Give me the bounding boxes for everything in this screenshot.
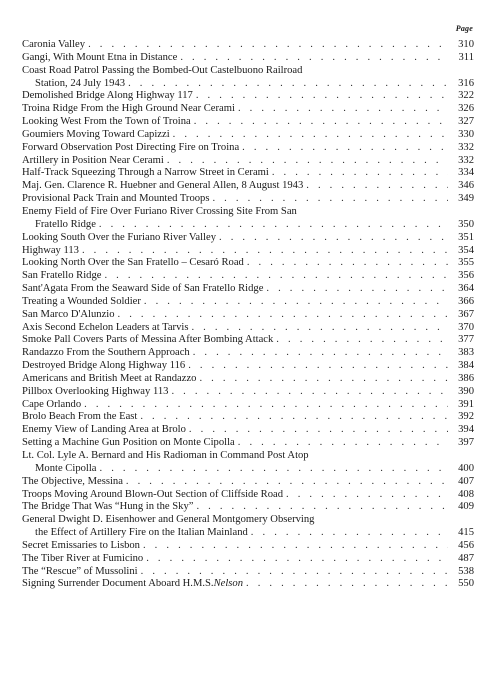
entry-title: Caronia Valley bbox=[22, 39, 86, 50]
entry-title: Forward Observation Post Directing Fire on Troina bbox=[22, 141, 240, 153]
list-item bbox=[22, 540, 474, 553]
entry-line bbox=[22, 142, 474, 155]
page-number: 351 bbox=[458, 231, 474, 243]
entry-title: Cape Orlando bbox=[22, 398, 82, 410]
list-item bbox=[22, 578, 474, 591]
dot-leader bbox=[146, 553, 448, 566]
entry-title: Gangi, With Mount Etna in Distance bbox=[22, 51, 178, 63]
list-item bbox=[22, 180, 474, 193]
dot-leader bbox=[266, 283, 448, 296]
entry-line bbox=[22, 553, 474, 566]
entry-line bbox=[22, 206, 474, 219]
dot-leader bbox=[276, 334, 448, 347]
page-number: 330 bbox=[458, 128, 474, 140]
page-number: 311 bbox=[458, 51, 474, 63]
dot-leader bbox=[99, 219, 448, 232]
list-item bbox=[22, 232, 474, 245]
entry-line bbox=[22, 360, 474, 373]
page-number: 334 bbox=[458, 167, 474, 179]
entry-title: Enemy View of Landing Area at Brolo bbox=[22, 424, 186, 436]
illustration-list bbox=[22, 39, 474, 591]
entry-line bbox=[22, 232, 474, 245]
entry-line bbox=[22, 450, 474, 463]
entry-line-continued bbox=[22, 527, 474, 540]
list-item bbox=[22, 450, 474, 476]
entry-title: The Tiber River at Fumicino bbox=[22, 552, 144, 564]
entry-title: Pillbox Overlooking Highway 113 bbox=[22, 385, 169, 397]
entry-line bbox=[22, 283, 474, 296]
entry-line bbox=[22, 245, 474, 258]
entry-line bbox=[22, 180, 474, 193]
list-item bbox=[22, 411, 474, 424]
entry-title: Troops Moving Around Blown-Out Section of Cliffside Road bbox=[22, 488, 284, 500]
page-number: 538 bbox=[458, 565, 474, 577]
list-item bbox=[22, 334, 474, 347]
page-number: 310 bbox=[458, 39, 474, 50]
entry-title: Axis Second Echelon Leaders at Tarvis bbox=[22, 321, 189, 333]
list-item bbox=[22, 167, 474, 180]
list-item bbox=[22, 65, 474, 91]
entry-line bbox=[22, 566, 474, 579]
entry-line bbox=[22, 309, 474, 322]
dot-leader bbox=[126, 476, 448, 489]
dot-leader bbox=[247, 257, 448, 270]
entry-line bbox=[22, 386, 474, 399]
entry-title: San Marco D'Alunzio bbox=[22, 308, 115, 320]
entry-line bbox=[22, 129, 474, 142]
entry-title: Maj. Gen. Clarence R. Huebner and General Allen, 8 August 1943 bbox=[22, 180, 304, 192]
page-number: 327 bbox=[458, 116, 474, 128]
entry-title: Sant'Agata From the Seaward Side of San Fratello Ridge bbox=[22, 283, 264, 295]
list-item bbox=[22, 347, 474, 360]
dot-leader bbox=[286, 489, 448, 502]
entry-title: Highway 113 bbox=[22, 244, 79, 256]
entry-title: Americans and British Meet at Randazzo bbox=[22, 372, 197, 384]
page-number: 407 bbox=[458, 475, 474, 487]
page-number: 350 bbox=[458, 218, 474, 230]
dot-leader bbox=[167, 155, 448, 168]
entry-line bbox=[22, 373, 474, 386]
entry-title: Goumiers Moving Toward Capizzi bbox=[22, 128, 170, 140]
entry-title-continued: Monte Cipolla bbox=[35, 462, 97, 474]
dot-leader bbox=[191, 322, 448, 335]
entry-line bbox=[22, 257, 474, 270]
entry-line bbox=[22, 489, 474, 502]
entry-line bbox=[22, 167, 474, 180]
page-number: 370 bbox=[458, 321, 474, 333]
dot-leader bbox=[82, 245, 448, 258]
page-number: 391 bbox=[458, 398, 474, 410]
list-item bbox=[22, 116, 474, 129]
entry-line bbox=[22, 437, 474, 450]
page-number: 356 bbox=[458, 270, 474, 282]
entry-line bbox=[22, 476, 474, 489]
page-number: 355 bbox=[458, 257, 474, 269]
page-number: 332 bbox=[458, 141, 474, 153]
entry-title: Provisional Pack Train and Mounted Troops bbox=[22, 193, 210, 205]
dot-leader bbox=[144, 296, 448, 309]
entry-line bbox=[22, 578, 474, 591]
dot-leader bbox=[88, 39, 448, 52]
list-item bbox=[22, 90, 474, 103]
entry-line bbox=[22, 347, 474, 360]
dot-leader bbox=[100, 463, 449, 476]
entry-line-continued bbox=[22, 463, 474, 476]
dot-leader bbox=[194, 116, 448, 129]
dot-leader bbox=[189, 424, 448, 437]
list-item bbox=[22, 103, 474, 116]
entry-title: The Objective, Messina bbox=[22, 475, 123, 487]
list-item bbox=[22, 142, 474, 155]
dot-leader bbox=[272, 167, 448, 180]
list-item bbox=[22, 129, 474, 142]
list-item bbox=[22, 373, 474, 386]
page-number: 349 bbox=[458, 193, 474, 205]
dot-leader bbox=[238, 437, 448, 450]
page-number: 322 bbox=[458, 90, 474, 102]
entry-title: The “Rescue” of Mussolini bbox=[22, 565, 138, 577]
entry-line bbox=[22, 296, 474, 309]
entry-title: Half-Track Squeezing Through a Narrow Street in Cerami bbox=[22, 167, 269, 179]
dot-leader bbox=[242, 142, 448, 155]
dot-leader bbox=[141, 566, 448, 579]
dot-leader bbox=[171, 386, 448, 399]
list-item bbox=[22, 501, 474, 514]
page-number: 346 bbox=[458, 180, 474, 192]
list-item bbox=[22, 489, 474, 502]
entry-line bbox=[22, 116, 474, 129]
page-number: 397 bbox=[458, 437, 474, 449]
dot-leader bbox=[140, 411, 448, 424]
list-item bbox=[22, 553, 474, 566]
entry-title: Setting a Machine Gun Position on Monte Cipolla bbox=[22, 437, 235, 449]
dot-leader bbox=[238, 103, 448, 116]
list-item bbox=[22, 245, 474, 258]
list-item bbox=[22, 39, 474, 52]
entry-title: Looking West From the Town of Troina bbox=[22, 116, 191, 128]
dot-leader bbox=[251, 527, 448, 540]
list-item bbox=[22, 437, 474, 450]
page-number: 326 bbox=[458, 103, 474, 115]
page-number: 456 bbox=[458, 539, 474, 551]
page-column-header: Page bbox=[455, 24, 473, 33]
list-item bbox=[22, 399, 474, 412]
dot-leader bbox=[104, 270, 448, 283]
ship-name: Nelson bbox=[213, 578, 243, 590]
page-number: 367 bbox=[458, 308, 474, 320]
entry-title-continued: Fratello Ridge bbox=[35, 218, 96, 230]
dot-leader bbox=[128, 78, 448, 91]
list-item bbox=[22, 514, 474, 540]
list-item bbox=[22, 386, 474, 399]
entry-line bbox=[22, 155, 474, 168]
entry-title: Signing Surrender Document Aboard H.M.S. bbox=[22, 578, 214, 590]
entry-line-continued bbox=[22, 78, 474, 91]
entry-line bbox=[22, 334, 474, 347]
entry-line bbox=[22, 270, 474, 283]
list-item bbox=[22, 476, 474, 489]
list-item bbox=[22, 296, 474, 309]
list-item bbox=[22, 424, 474, 437]
entry-line bbox=[22, 193, 474, 206]
dot-leader bbox=[193, 347, 448, 360]
entry-title: Smoke Pall Covers Parts of Messina After Bombing Attack bbox=[22, 334, 274, 346]
entry-line bbox=[22, 540, 474, 553]
entry-title: Looking South Over the Furiano River Valley bbox=[22, 231, 216, 243]
entry-title: Secret Emissaries to Lisbon bbox=[22, 539, 140, 551]
dot-leader bbox=[196, 501, 448, 514]
list-item bbox=[22, 193, 474, 206]
entry-line bbox=[22, 65, 474, 78]
page-number: 394 bbox=[458, 424, 474, 436]
entry-title: Artillery in Position Near Cerami bbox=[22, 154, 164, 166]
list-item bbox=[22, 283, 474, 296]
entry-title: San Fratello Ridge bbox=[22, 270, 102, 282]
entry-title: The Bridge That Was “Hung in the Sky” bbox=[22, 501, 194, 513]
entry-title: Enemy Field of Fire Over Furiano River Crossing Site From San bbox=[22, 205, 297, 217]
dot-leader bbox=[306, 180, 448, 193]
entry-line bbox=[22, 424, 474, 437]
page-number: 409 bbox=[458, 501, 474, 513]
entry-title: Destroyed Bridge Along Highway 116 bbox=[22, 360, 186, 372]
page-number: 408 bbox=[458, 488, 474, 500]
list-item bbox=[22, 566, 474, 579]
dot-leader bbox=[84, 399, 448, 412]
dot-leader bbox=[196, 90, 448, 103]
entry-line bbox=[22, 411, 474, 424]
page-number: 383 bbox=[458, 347, 474, 359]
list-item bbox=[22, 155, 474, 168]
entry-line bbox=[22, 501, 474, 514]
page-number: 377 bbox=[458, 334, 474, 346]
list-item bbox=[22, 322, 474, 335]
dot-leader bbox=[173, 129, 448, 142]
list-item bbox=[22, 360, 474, 373]
list-item bbox=[22, 270, 474, 283]
entry-line bbox=[22, 322, 474, 335]
dot-leader bbox=[246, 578, 448, 591]
page-number: 487 bbox=[458, 552, 474, 564]
dot-leader bbox=[143, 540, 448, 553]
entry-title-continued: Station, 24 July 1943 bbox=[35, 77, 126, 89]
entry-title: Brolo Beach From the East bbox=[22, 411, 138, 423]
entry-line bbox=[22, 52, 474, 65]
dot-leader bbox=[180, 52, 448, 65]
list-item bbox=[22, 206, 474, 232]
dot-leader bbox=[219, 232, 448, 245]
entry-title: Treating a Wounded Soldier bbox=[22, 295, 141, 307]
page-number: 332 bbox=[458, 154, 474, 166]
entry-line bbox=[22, 103, 474, 116]
dot-leader bbox=[118, 309, 448, 322]
entry-title: Demolished Bridge Along Highway 117 bbox=[22, 90, 193, 102]
entry-title: Troina Ridge From the High Ground Near Cerami bbox=[22, 103, 235, 115]
page-number: 364 bbox=[458, 283, 474, 295]
list-item bbox=[22, 309, 474, 322]
page-number: 400 bbox=[458, 462, 474, 474]
page-number: 550 bbox=[458, 578, 474, 590]
page-number: 366 bbox=[458, 295, 474, 307]
entry-line-continued bbox=[22, 219, 474, 232]
page-number: 354 bbox=[458, 244, 474, 256]
list-item bbox=[22, 52, 474, 65]
entry-title-continued: the Effect of Artillery Fire on the Italian Mainland bbox=[35, 527, 248, 539]
entry-title: General Dwight D. Eisenhower and General Montgomery Observing bbox=[22, 514, 315, 526]
page-number: 316 bbox=[458, 77, 474, 89]
entry-title: Coast Road Patrol Passing the Bombed-Out Castelbuono Railroad bbox=[22, 64, 303, 76]
entry-title: Looking North Over the San Fratello – Cesaró Road bbox=[22, 257, 244, 269]
list-item bbox=[22, 257, 474, 270]
dot-leader bbox=[199, 373, 448, 386]
page-number: 386 bbox=[458, 372, 474, 384]
page-number: 390 bbox=[458, 385, 474, 397]
dot-leader bbox=[188, 360, 448, 373]
dot-leader bbox=[212, 193, 448, 206]
entry-line bbox=[22, 90, 474, 103]
entry-title: Randazzo From the Southern Approach bbox=[22, 347, 190, 359]
page-number: 384 bbox=[458, 360, 474, 372]
entry-title: Lt. Col. Lyle A. Bernard and His Radioman in Command Post Atop bbox=[22, 450, 309, 461]
entry-line bbox=[22, 399, 474, 412]
entry-line bbox=[22, 39, 474, 52]
entry-line bbox=[22, 514, 474, 527]
page-number: 392 bbox=[458, 411, 474, 423]
page-number: 415 bbox=[458, 527, 474, 539]
